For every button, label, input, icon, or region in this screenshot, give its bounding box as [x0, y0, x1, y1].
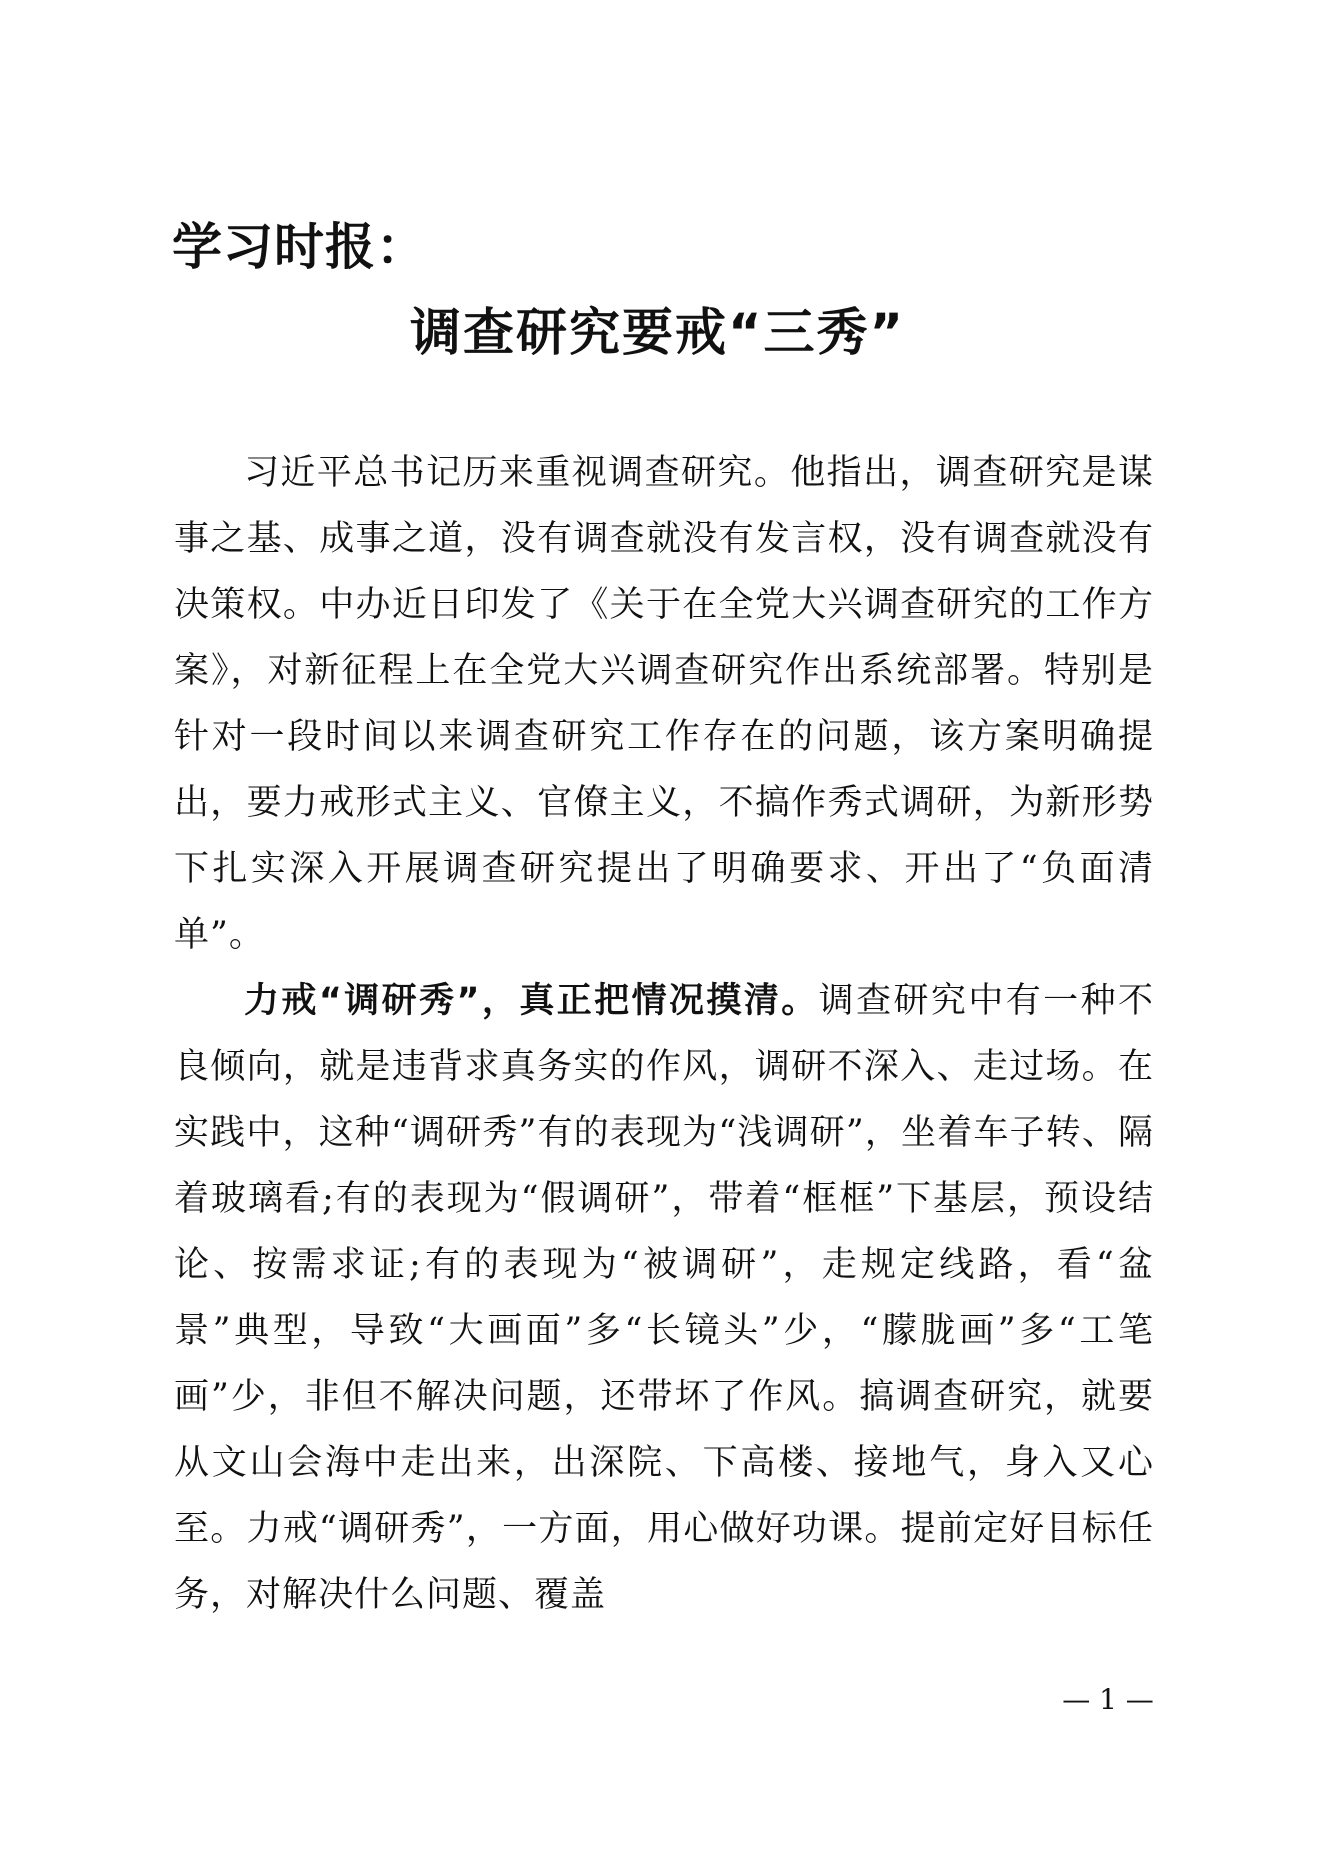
paragraph-intro [174, 440, 1154, 968]
article-body [174, 440, 1154, 1628]
page-number: — 1 — [1062, 1683, 1154, 1716]
paragraph-section-one-lead: 力戒“调研秀”，真正把情况摸清。 [244, 981, 819, 1021]
paragraph-intro-text: 习近平总书记历来重视调查研究。他指出，调查研究是谋事之基、成事之道，没有调查就没有发言权，没有调查就没有决策权。中办近日印发了《关于在全党大兴调查研究的工作方案》，对新征程上在全党大兴调查研究作出系统部署。特别是针对一段时间以来调查研究工作存在的问题，该方案明确提出，要力戒形式主义、官僚主义，不搞作秀式调研，为新形势下扎实深入开展调查研究提出了明确要求、开出了“负面清单”。 [174, 453, 1154, 955]
article-title: 调查研究要戒“三秀” [410, 304, 906, 363]
paragraph-section-one [174, 968, 1154, 1628]
paragraph-section-one-text: 调查研究中有一种不良倾向，就是违背求真务实的作风，调研不深入、走过场。在实践中，这种“调研秀”有的表现为“浅调研”，坐着车子转、隔着玻璃看;有的表现为“假调研”，带着“框框”下基层，预设结论、按需求证;有的表现为“被调研”，走规定线路，看“盆景”典型，导致“大画面”多“长镜头”少，“朦胧画”多“工笔画”少，非但不解决问题，还带坏了作风。搞调查研究，就要从文山会海中走出来，出深院、下高楼、接地气，身入又心至。力戒“调研秀”，一方面，用心做好功课。提前定好目标任务，对解决什么问题、覆盖 [174, 981, 1154, 1615]
source-title: 学习时报： [172, 218, 427, 276]
